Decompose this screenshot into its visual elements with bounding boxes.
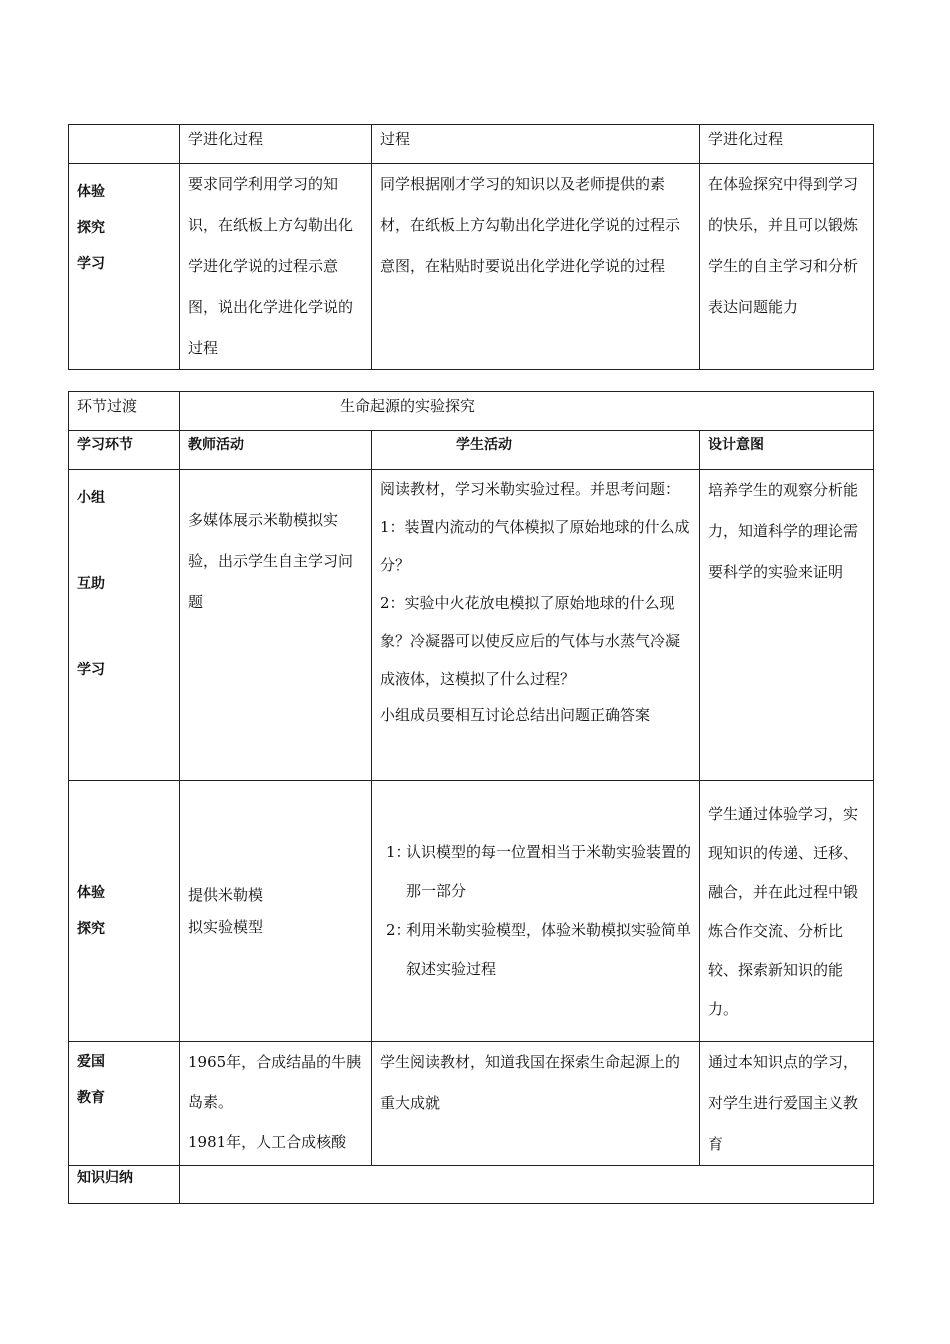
table-cell: 学进化过程 — [180, 125, 372, 164]
table-row — [69, 470, 874, 781]
table-row — [69, 1166, 874, 1204]
table-cell: 学进化过程 — [700, 125, 874, 164]
teacher-activity: 1965年，合成结晶的牛胰岛素。 1981年，人工合成核酸 — [180, 1042, 372, 1166]
design-intent: 培养学生的观察分析能力，知道科学的理论需要科学的实验来证明 — [700, 470, 874, 781]
transition-row — [69, 392, 874, 431]
student-activity: 阅读教材，学习米勒实验过程。并思考问题： 1：装置内流动的气体模拟了原始地球的什么成分？ 2：实验中火花放电模拟了原始地球的什么现象？冷凝器可以使反应后的气体与水蒸气冷凝成液体，这模拟了什么过程？ 小组成员要相互讨论总结出问题正确答案 — [372, 470, 700, 781]
header-cell: 学习环节 — [69, 431, 180, 470]
teacher-activity: 多媒体展示米勒模拟实验，出示学生自主学习问题 — [180, 470, 372, 781]
design-intent: 学生通过体验学习，实现知识的传递、迁移、融合，并在此过程中锻炼合作交流、分析比较、探索新知识的能力。 — [700, 781, 874, 1042]
design-intent: 在体验探究中得到学习的快乐，并且可以锻炼学生的自主学习和分析表达问题能力 — [700, 164, 874, 370]
transition-value: 生命起源的实验探究 — [180, 392, 874, 431]
table-row — [69, 164, 874, 370]
table-cell: 过程 — [372, 125, 700, 164]
student-activity: 学生阅读教材，知道我国在探索生命起源上的重大成就 — [372, 1042, 700, 1166]
header-row — [69, 431, 874, 470]
section-label: 小组 互助 学习 — [69, 470, 180, 781]
design-intent: 通过本知识点的学习，对学生进行爱国主义教育 — [700, 1042, 874, 1166]
lesson-table-part1 — [68, 124, 874, 370]
table-cell — [69, 125, 180, 164]
list-item: 1： 认识模型的每一位置相当于米勒实验装置的那一部分 — [386, 843, 692, 900]
teacher-activity: 要求同学利用学习的知识，在纸板上方勾勒出化学进化学说的过程示意图，说出化学进化学说的过程 — [180, 164, 372, 370]
header-cell: 设计意图 — [700, 431, 874, 470]
student-activity: 同学根据刚才学习的知识以及老师提供的素材，在纸板上方勾勒出化学进化学说的过程示意图，在粘贴时要说出化学进化学说的过程 — [372, 164, 700, 370]
section-label: 体验 探究 学习 — [69, 164, 180, 370]
student-activity — [372, 781, 700, 1042]
header-cell: 学生活动 — [372, 431, 700, 470]
list-item: 2： 利用米勒实验模型，体验米勒模拟实验简单叙述实验过程 — [386, 921, 692, 978]
lesson-table-part2 — [68, 391, 874, 1204]
table-row — [69, 1042, 874, 1166]
summary-content — [180, 1166, 874, 1204]
table-row — [69, 781, 874, 1042]
transition-label: 环节过渡 — [69, 392, 180, 431]
header-cell: 教师活动 — [180, 431, 372, 470]
section-label: 体验 探究 — [69, 781, 180, 1042]
teacher-activity: 提供米勒模 拟实验模型 — [180, 781, 372, 1042]
section-label: 爱国 教育 — [69, 1042, 180, 1166]
section-label: 知识归纳 — [69, 1166, 180, 1204]
experiment-steps — [380, 833, 691, 989]
table-row — [69, 125, 874, 164]
